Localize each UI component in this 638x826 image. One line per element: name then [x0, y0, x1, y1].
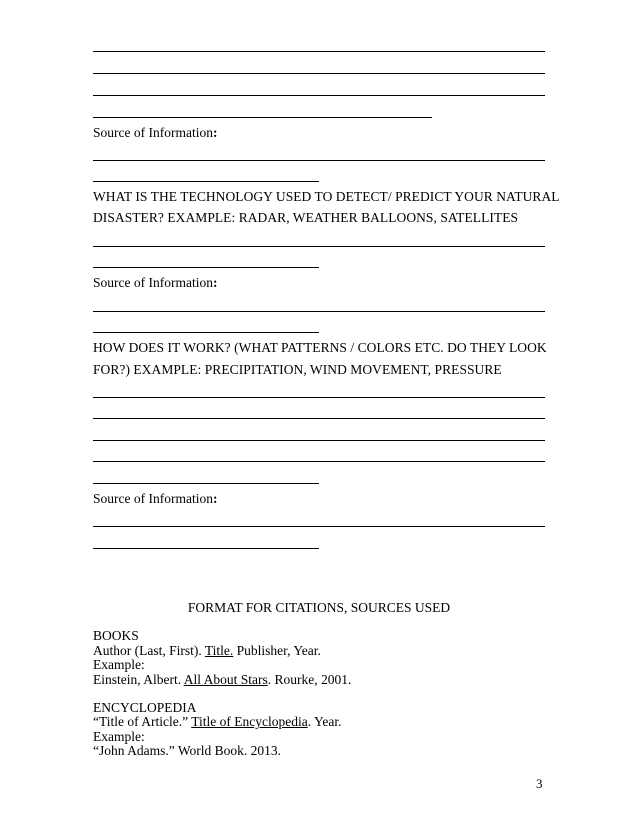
answer-line[interactable] — [93, 267, 319, 268]
question-how-line-1: HOW DOES IT WORK? (WHAT PATTERNS / COLORS ETC. DO THEY LOOK — [93, 340, 547, 355]
encyclopedia-format: “Title of Article.” Title of Encyclopedia. Year. — [93, 714, 342, 729]
source-line[interactable] — [93, 311, 545, 312]
answer-line[interactable] — [93, 95, 545, 96]
books-example: Einstein, Albert. All About Stars. Rourke, 2001. — [93, 672, 352, 687]
encyclopedia-example-label: Example: — [93, 729, 145, 744]
answer-line[interactable] — [93, 246, 545, 247]
question-technology-line-2: DISASTER? EXAMPLE: RADAR, WEATHER BALLOONS, SATELLITES — [93, 210, 519, 225]
page-number: 3 — [536, 776, 543, 791]
answer-line[interactable] — [93, 397, 545, 398]
answer-line[interactable] — [93, 483, 319, 484]
books-label: BOOKS — [93, 628, 139, 643]
source-line[interactable] — [93, 526, 545, 527]
answer-line[interactable] — [93, 51, 545, 52]
encyclopedia-label: ENCYCLOPEDIA — [93, 700, 197, 715]
answer-line[interactable] — [93, 73, 545, 74]
question-how-line-2: FOR?) EXAMPLE: PRECIPITATION, WIND MOVEMENT, PRESSURE — [93, 362, 502, 377]
source-line[interactable] — [93, 160, 545, 161]
answer-line[interactable] — [93, 117, 432, 118]
encyclopedia-example: “John Adams.” World Book. 2013. — [93, 743, 282, 758]
source-label: Source of Information: — [93, 275, 218, 290]
answer-line[interactable] — [93, 461, 545, 462]
answer-line[interactable] — [93, 440, 545, 441]
source-label: Source of Information: — [93, 491, 218, 506]
books-format: Author (Last, First). Title. Publisher, Year. — [93, 643, 321, 658]
books-example-label: Example: — [93, 657, 145, 672]
source-label: Source of Information: — [93, 125, 218, 140]
citations-heading: FORMAT FOR CITATIONS, SOURCES USED — [187, 600, 451, 615]
answer-line[interactable] — [93, 418, 545, 419]
source-line[interactable] — [93, 548, 319, 549]
source-line[interactable] — [93, 332, 319, 333]
question-technology-line-1: WHAT IS THE TECHNOLOGY USED TO DETECT/ PREDICT YOUR NATURAL — [93, 189, 560, 204]
source-line[interactable] — [93, 181, 319, 182]
